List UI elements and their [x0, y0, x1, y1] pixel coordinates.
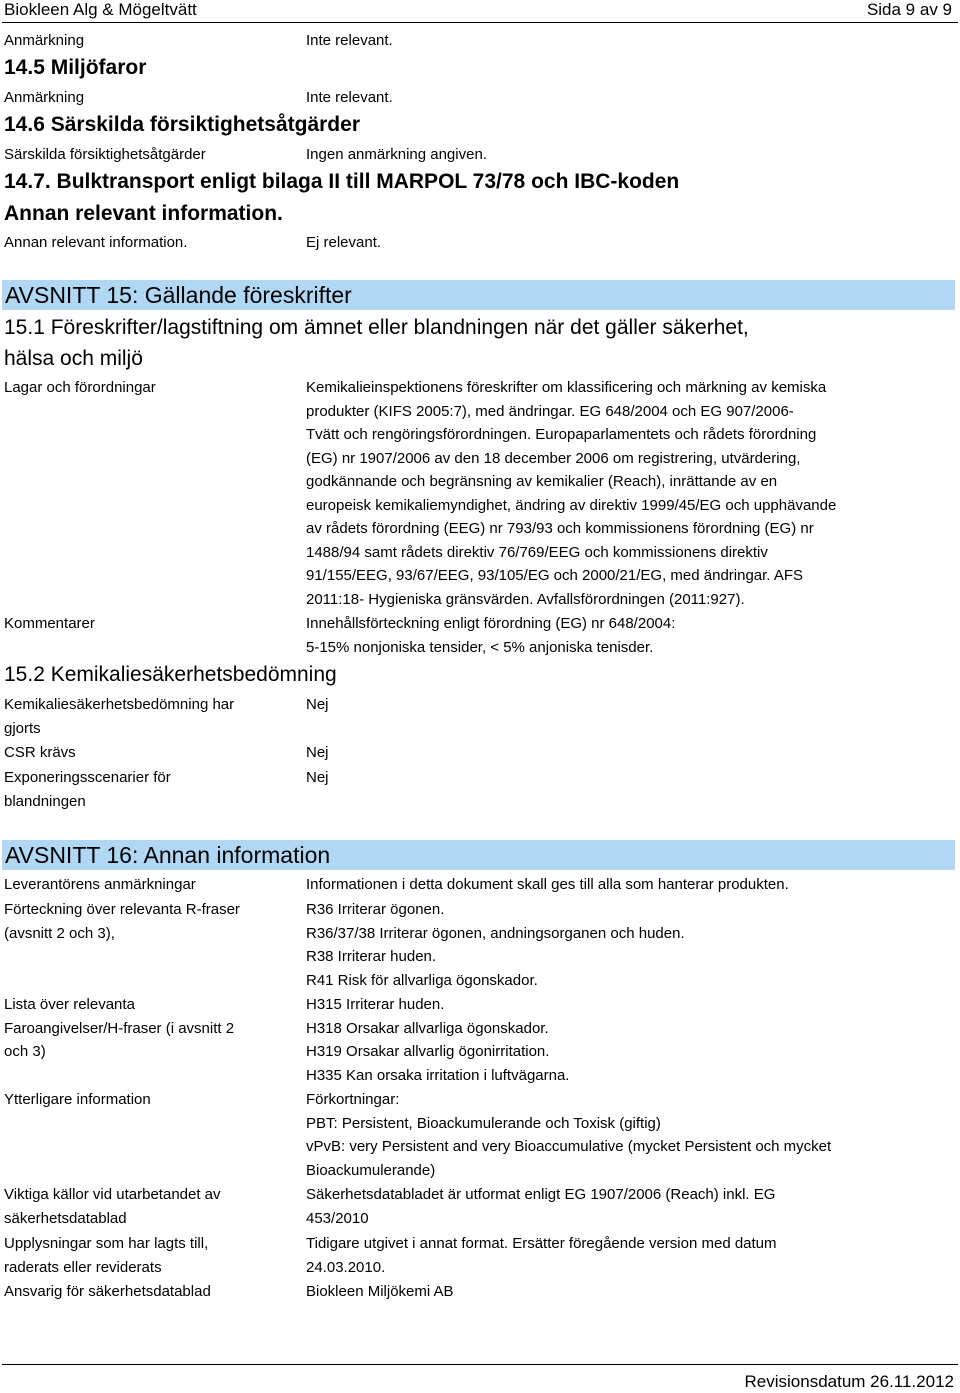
text-line: och 3) — [4, 1043, 46, 1060]
list-item: R36/37/38 Irriterar ögonen, andningsorganen och huden. — [306, 924, 685, 942]
section-15-title: AVSNITT 15: Gällande föreskrifter — [5, 282, 352, 308]
text-line: Faroangivelser/H-fraser (i avsnitt 2 — [4, 1019, 235, 1037]
comments-text — [306, 612, 675, 659]
text-line: (EG) nr 1907/2006 av den 18 december 2006 om registrering, utvärdering, — [306, 449, 801, 467]
text-line: raderats eller reviderats — [4, 1258, 162, 1276]
text-line: Viktiga källor vid utarbetandet av — [4, 1186, 221, 1203]
exposure-value: Nej — [306, 769, 329, 786]
heading-14-7: 14.7. Bulktransport enligt bilaga II till MARPOL 73/78 och IBC-koden — [4, 170, 680, 193]
precautions-value: Ingen anmärkning angiven. — [306, 146, 487, 163]
list-item: R36 Irriterar ögonen. — [306, 901, 445, 918]
csa-label — [4, 693, 234, 740]
section-16-banner — [2, 840, 955, 870]
text-line: Kemikaliesäkerhetsbedömning har — [4, 696, 235, 713]
remark-value: Inte relevant. — [306, 32, 393, 49]
text-line: 1488/94 samt rådets direktiv 76/769/EEG och kommissionens direktiv — [306, 543, 768, 561]
list-item: R41 Risk för allvarliga ögonskador. — [306, 971, 538, 989]
r-phrases-label — [4, 898, 240, 945]
text-line: Förteckning över relevanta R-fraser — [4, 901, 240, 918]
heading-15-2: 15.2 Kemikaliesäkerhetsbedömning — [4, 663, 337, 686]
text-line: av rådets förordning (EEG) nr 793/93 och kommissionens förordning (EG) nr — [306, 520, 814, 537]
csa-value: Nej — [306, 696, 329, 713]
supplier-value: Informationen i detta dokument skall ges till alla som hanterar produkten. — [306, 876, 789, 893]
page-number: Sida 9 av 9 — [866, 0, 952, 19]
text-line: Tvätt och rengöringsförordningen. Europaparlamentets och rådets förordning — [306, 426, 817, 443]
heading-14-6: 14.6 Särskilda försiktighetsåtgärder — [4, 113, 360, 136]
text-line: 2011:18- Hygieniska gränsvärden. Avfallsförordningen (2011:927). — [306, 590, 745, 608]
csr-value: Nej — [306, 744, 329, 761]
text-line: Lista över relevanta — [4, 996, 135, 1013]
section-16-title: AVSNITT 16: Annan information — [5, 842, 331, 868]
revision-date: Revisionsdatum 26.11.2012 — [744, 1372, 954, 1391]
heading-15-1-line2: hälsa och miljö — [4, 347, 143, 370]
remark-label: Anmärkning — [4, 32, 85, 49]
text-line: säkerhetsdatablad — [4, 1209, 127, 1227]
heading-14-5: 14.5 Miljöfaror — [4, 56, 147, 79]
text-line: 5-15% nonjoniska tensider, < 5% anjoniska tenisder. — [306, 638, 654, 656]
section-15-banner — [2, 280, 955, 310]
text-line: godkännande och begränsning av kemikalier (Reach), inrättande av en — [306, 473, 778, 490]
sources-text — [306, 1183, 775, 1230]
sources-label — [4, 1183, 221, 1230]
h-phrases-list — [306, 993, 569, 1087]
comments-label: Kommentarer — [4, 615, 95, 632]
remark-value: Inte relevant. — [306, 89, 393, 106]
text-line: 91/155/EEG, 93/67/EEG, 93/105/EG och 2000/21/EG, med ändringar. AFS — [306, 567, 803, 584]
text-line: europeisk kemikaliemyndighet, ändring av direktiv 1999/45/EG och upphävande — [306, 496, 837, 514]
responsible-value: Biokleen Miljökemi AB — [306, 1283, 454, 1300]
text-line: (avsnitt 2 och 3), — [4, 924, 115, 942]
text-line: Innehållsförteckning enligt förordning (EG) nr 648/2004: — [306, 615, 676, 632]
h-phrases-label — [4, 993, 234, 1064]
text-line: Tidigare utgivet i annat format. Ersätter föregående version med datum — [306, 1235, 777, 1252]
footer-rule — [2, 1364, 958, 1365]
text-line: gjorts — [4, 719, 41, 737]
list-item: H315 Irriterar huden. — [306, 996, 445, 1013]
text-line: 24.03.2010. — [306, 1258, 386, 1276]
heading-other-info: Annan relevant information. — [4, 202, 283, 225]
laws-text — [306, 376, 836, 611]
text-line: vPvB: very Persistent and very Bioaccumulative (mycket Persistent och mycket — [306, 1138, 832, 1155]
other-info-label: Annan relevant information. — [4, 234, 188, 251]
list-item: R38 Irriterar huden. — [306, 948, 437, 965]
text-line: 453/2010 — [306, 1209, 369, 1227]
text-line: Säkerhetsdatabladet är utformat enligt EG 1907/2006 (Reach) inkl. EG — [306, 1186, 776, 1203]
text-line: Bioackumulerande) — [306, 1161, 436, 1179]
text-line: produkter (KIFS 2005:7), med ändringar. EG 648/2004 och EG 907/2006- — [306, 402, 794, 420]
heading-15-1-line1: 15.1 Föreskrifter/lagstiftning om ämnet eller blandningen när det gäller säkerhet, — [4, 316, 749, 339]
text-line: Förkortningar: — [306, 1091, 400, 1108]
list-item: H319 Orsakar allvarlig ögonirritation. — [306, 1043, 550, 1060]
list-item: H318 Orsakar allvarliga ögonskador. — [306, 1019, 549, 1037]
precautions-label: Särskilda försiktighetsåtgärder — [4, 146, 206, 163]
r-phrases-list — [306, 898, 685, 992]
changes-label — [4, 1232, 208, 1279]
header-rule — [2, 22, 958, 23]
text-line: Exponeringsscenarier för — [4, 769, 171, 786]
csr-label: CSR krävs — [4, 744, 76, 761]
laws-label: Lagar och förordningar — [4, 379, 156, 396]
list-item: H335 Kan orsaka irritation i luftvägarna. — [306, 1066, 570, 1084]
remark-label: Anmärkning — [4, 89, 85, 106]
additional-info-label: Ytterligare information — [4, 1091, 151, 1108]
text-line: blandningen — [4, 792, 86, 810]
exposure-label — [4, 766, 171, 813]
other-info-value: Ej relevant. — [306, 234, 382, 251]
changes-text — [306, 1232, 777, 1279]
additional-info-text — [306, 1088, 831, 1182]
text-line: Upplysningar som har lagts till, — [4, 1235, 209, 1252]
document-title: Biokleen Alg & Mögeltvätt — [4, 0, 197, 19]
text-line: Kemikalieinspektionens föreskrifter om klassificering och märkning av kemiska — [306, 379, 827, 396]
supplier-label: Leverantörens anmärkningar — [4, 876, 196, 893]
responsible-label: Ansvarig för säkerhetsdatablad — [4, 1283, 211, 1300]
text-line: PBT: Persistent, Bioackumulerande och Toxisk (giftig) — [306, 1114, 661, 1132]
